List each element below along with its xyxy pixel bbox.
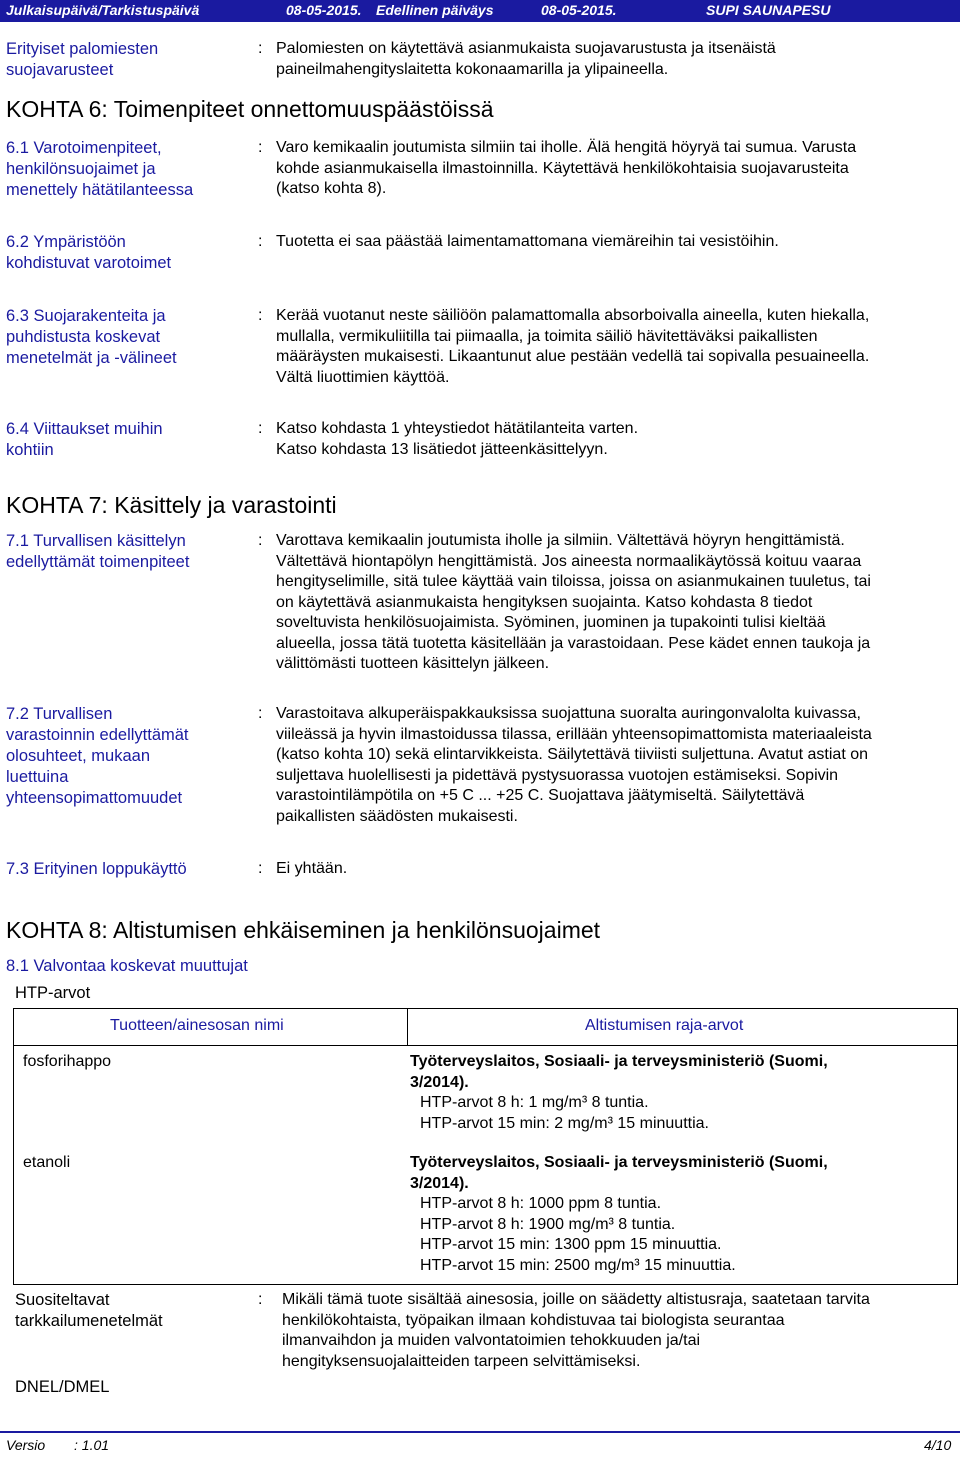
- exposure-limits-table: [13, 1008, 958, 1285]
- monitoring-text: Mikäli tämä tuote sisältää ainesosia, joille on säädetty altistusraja, saatetaan tarvita henkilökohtaista, työpaikan ilmaan kohdistuvaa tai biologista seurantaa ilmanvaihdon ja muiden valvontatoimien tehokkuuden ja/tai hengityksensuojalaitteiden tarpeen selvittämiseksi.: [282, 1291, 870, 1370]
- section-6-4-text: Katso kohdasta 1 yhteystiedot hätätilanteita varten. Katso kohdasta 13 lisätiedot jätteenkäsittelyyn.: [276, 420, 639, 458]
- section-7-3-label: 7.3 Erityinen loppukäyttö: [6, 860, 187, 878]
- table-row-source: Työterveyslaitos, Sosiaali- ja terveysministeriö (Suomi, 3/2014).: [410, 1053, 828, 1091]
- footer-divider: [0, 1431, 960, 1433]
- section-6-title: KOHTA 6: Toimenpiteet onnettomuuspäästöissä: [6, 96, 494, 122]
- section-7-3-text: Ei yhtään.: [276, 860, 348, 877]
- section-6-1-label: 6.1 Varotoimenpiteet, henkilönsuojaimet ja menettely hätätilanteessa: [6, 139, 194, 199]
- table-header-substance: Tuotteen/ainesosan nimi: [110, 1017, 284, 1034]
- version-value: : 1.01: [74, 1437, 110, 1453]
- section-8-1-subtitle: 8.1 Valvontaa koskevat muuttujat: [6, 957, 248, 975]
- product-name: SUPI SAUNAPESU: [706, 2, 831, 18]
- section-6-4-label: 6.4 Viittaukset muihin kohtiin: [6, 420, 163, 459]
- table-row-source: Työterveyslaitos, Sosiaali- ja terveysministeriö (Suomi, 3/2014).: [410, 1154, 828, 1192]
- version-label: Versio: [6, 1437, 46, 1453]
- htp-values-label: HTP-arvot: [15, 984, 91, 1002]
- table-row-values: HTP-arvot 8 h: 1 mg/m³ 8 tuntia. HTP-arvot 15 min: 2 mg/m³ 15 minuuttia.: [420, 1094, 709, 1132]
- table-row-substance: etanoli: [23, 1154, 71, 1171]
- table-header-limits: Altistumisen raja-arvot: [585, 1017, 744, 1034]
- table-row-substance: fosforihappo: [23, 1053, 112, 1070]
- section-7-1-text: Varottava kemikaalin joutumista iholle ja silmiin. Vältettävä höyryn hengittämistä. Vältettävä hiontapölyn hengittämistä. Jos aineesta normaalikäytössä koituu vaaraa hengityselimille, sitä tulee käyttää vain tiloissa, joissa on asianmukainen tuuletus, tai on käytettävä asianmukaista hengityksen suojainta. Katso kohdasta 8 tiedot soveltuvista henkilösuojaimista. Syöminen, juominen ja tupakointi tulisi kieltää alueella, jossa tätä tuotetta käsitellään ja varastoidaan. Pese kädet ennen taukoja ja välittömästi tuotteen käsittelyn jälkeen.: [276, 532, 871, 672]
- firefighter-equipment-text: Palomiesten on käytettävä asianmukaista suojavarustusta ja itsenäistä paineilmahengityslaitetta kokonaamarilla ja ylipaineella.: [276, 40, 776, 78]
- monitoring-label: Suositeltavat tarkkailumenetelmät: [15, 1291, 163, 1330]
- section-6-1-text: Varo kemikaalin joutumista silmiin tai iholle. Älä hengitä höyryä tai sumua. Varusta kohde asianmukaisella ilmastoinnilla. Käytettävä henkilökohtaisia suojavarusteita (katso kohta 8).: [276, 139, 857, 197]
- section-6-3-label: 6.3 Suojarakenteita ja puhdistusta koskevat menetelmät ja -välineet: [6, 307, 177, 367]
- section-6-2-label: 6.2 Ympäristöön kohdistuvat varotoimet: [6, 233, 172, 272]
- dnel-dmel-label: DNEL/DMEL: [15, 1378, 110, 1396]
- section-7-title: KOHTA 7: Käsittely ja varastointi: [6, 492, 337, 518]
- header-bar: [0, 0, 960, 22]
- previous-date-label: Edellinen päiväys: [376, 2, 494, 18]
- section-7-2-text: Varastoitava alkuperäispakkauksissa suojattuna suoralta auringonvalolta kuivassa, viileässä ja hyvin ilmastoidussa tilassa, erillään yhteensopimattomista materiaaleista (katso kohta 10) sekä elintarvikkeista. Säilytettävä tiiviisti suljettuna. Avatut astiat on suljettava huolellisesti ja pidettävä pystysuorassa vuotojen estämiseksi. Sopivin varastointilämpötila on +5 C ... +25 C. Suojattava jäätymiseltä. Säilytettävä paikallisten säädösten mukaisesti.: [276, 705, 872, 825]
- section-6-2-text: Tuotetta ei saa päästää laimentamattomana viemäreihin tai vesistöihin.: [276, 233, 779, 250]
- issue-date-value: 08-05-2015.: [286, 2, 362, 18]
- section-6-3-text: Kerää vuotanut neste säiliöön palamattomalla absorboivalla aineella, kuten hiekalla, mullalla, vermikuliitilla tai piimaalla, ja toimita säiliö hävitettäväksi paikallisten määräysten mukaisesti. Likaantunut alue pestään vedellä tai sopivalla pesuaineella. Vältä liuottimien käyttöä.: [276, 307, 870, 386]
- previous-date-value: 08-05-2015.: [541, 2, 617, 18]
- table-row-values: HTP-arvot 8 h: 1000 ppm 8 tuntia. HTP-arvot 8 h: 1900 mg/m³ 8 tuntia. HTP-arvot 15 min: 1300 ppm 15 minuuttia. HTP-arvot 15 min: 2500 mg/m³ 15 minuuttia.: [420, 1195, 736, 1274]
- page-number: 4/10: [924, 1437, 952, 1453]
- firefighter-equipment-label: Erityiset palomiesten suojavarusteet: [6, 40, 159, 79]
- issue-date-label: Julkaisupäivä/Tarkistuspäivä: [6, 2, 200, 18]
- section-7-1-label: 7.1 Turvallisen käsittelyn edellyttämät toimenpiteet: [6, 532, 190, 571]
- section-7-2-label: 7.2 Turvallisen varastoinnin edellyttämät olosuhteet, mukaan luettuina yhteensopimattomuudet: [6, 705, 189, 807]
- section-8-title: KOHTA 8: Altistumisen ehkäiseminen ja henkilönsuojaimet: [6, 917, 601, 943]
